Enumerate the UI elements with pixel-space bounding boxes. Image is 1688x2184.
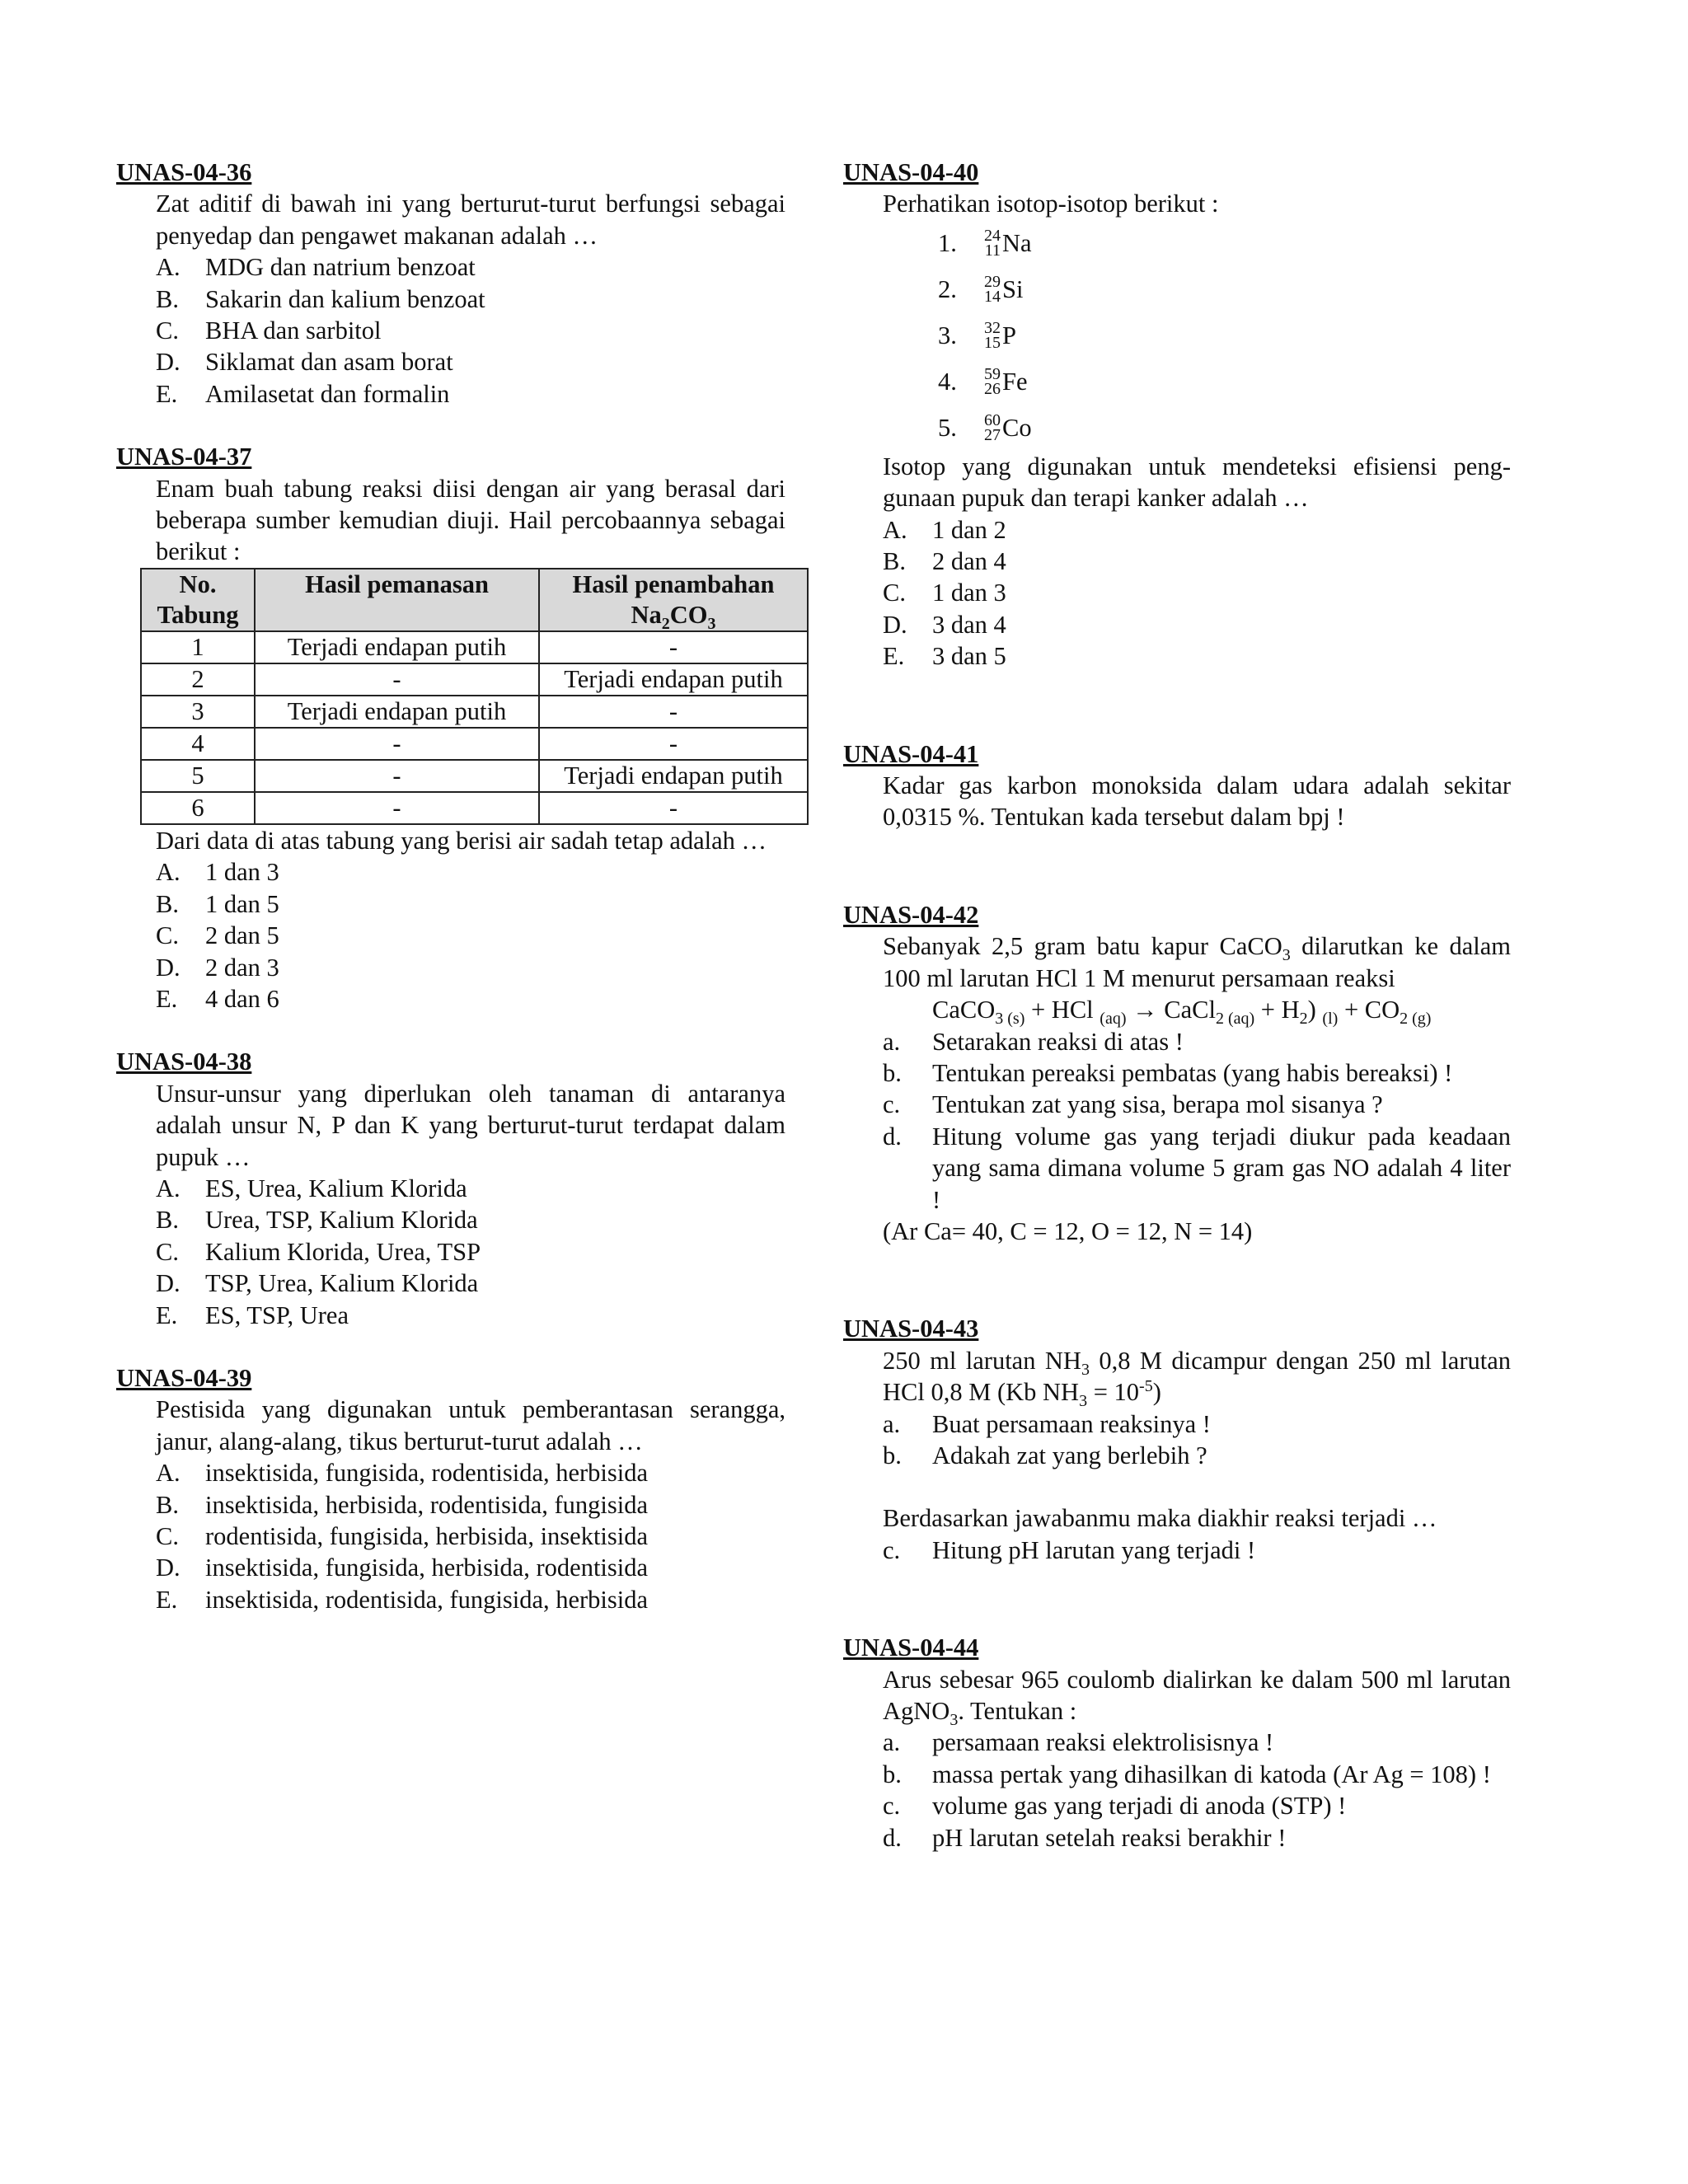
atomic-number: 26: [984, 379, 1001, 398]
option-text: ES, Urea, Kalium Klorida: [205, 1174, 467, 1202]
part-b: [843, 1057, 1511, 1089]
subscript: 3: [1079, 1392, 1088, 1411]
header-text: CO: [669, 600, 708, 629]
part-label: b.: [883, 1760, 902, 1788]
table-cell: -: [539, 728, 808, 760]
question-stem: Pestisida yang digunakan untuk pemberantasan serangga, janur, alang-alang, tikus berturut-turut adalah …: [156, 1395, 785, 1455]
stem-text: = 10: [1087, 1378, 1140, 1407]
part-label: b.: [883, 1441, 902, 1469]
question-id: UNAS-04-43: [843, 1315, 979, 1343]
option-d: [116, 952, 785, 983]
col-header-no: [141, 569, 255, 631]
option-b: [116, 1204, 785, 1235]
table-cell: 5: [141, 760, 255, 792]
question-id: UNAS-04-39: [116, 1363, 252, 1392]
table-cell: Terjadi endapan putih: [539, 760, 808, 792]
option-text: Sakarin dan kalium benzoat: [205, 284, 485, 313]
option-text: Amilasetat dan formalin: [205, 379, 450, 408]
stem-text: Arus sebesar 965 coulomb dialirkan ke dalam 500 ml larutan AgNO: [883, 1665, 1511, 1725]
part-b: [843, 1759, 1511, 1790]
element-symbol: P: [1002, 321, 1016, 349]
option-c: [843, 577, 1511, 608]
part-text: Setarakan reaksi di atas !: [932, 1027, 1184, 1056]
stem-text: 250 ml larutan NH: [883, 1346, 1081, 1375]
table-cell: Terjadi endapan putih: [539, 663, 808, 696]
atomic-number: 11: [984, 241, 1001, 260]
question-id: UNAS-04-36: [116, 158, 252, 186]
option-text: 3 dan 5: [932, 642, 1006, 671]
table-cell: -: [255, 792, 539, 824]
subscript: 2 (aq): [1215, 1010, 1255, 1029]
atomic-number: 27: [984, 425, 1001, 444]
part-text: volume gas yang terjadi di anoda (STP) !: [932, 1792, 1347, 1821]
superscript: -5: [1139, 1377, 1153, 1395]
option-label: A.: [156, 1174, 181, 1202]
table-row: [141, 696, 808, 728]
equation-text: → CaCl: [1126, 996, 1216, 1024]
part-c: [843, 1535, 1511, 1566]
option-text: insektisida, rodentisida, fungisida, herbisida: [205, 1585, 649, 1614]
option-text: Kalium Klorida, Urea, TSP: [205, 1237, 481, 1266]
option-label: C.: [156, 1237, 179, 1266]
table-cell: -: [255, 760, 539, 792]
question-39: [116, 1362, 785, 1615]
table-cell: Terjadi endapan putih: [255, 696, 539, 728]
part-text: Hitung pH larutan yang terjadi !: [932, 1535, 1256, 1564]
option-c: [116, 1521, 785, 1552]
question-followup: Berdasarkan jawabanmu maka diakhir reaksi terjadi …: [883, 1504, 1437, 1533]
question-stem: [843, 930, 1511, 994]
subscript: 3 (s): [995, 1010, 1025, 1029]
part-a: [843, 1727, 1511, 1758]
option-text: rodentisida, fungisida, herbisida, insektisida: [205, 1522, 649, 1550]
option-text: TSP, Urea, Kalium Klorida: [205, 1269, 479, 1298]
col-header-addition: [539, 569, 808, 631]
subscript: 3: [1282, 946, 1291, 965]
results-table: [140, 568, 809, 825]
option-label: B.: [156, 284, 179, 313]
question-id: UNAS-04-38: [116, 1047, 252, 1076]
option-text: Siklamat dan asam borat: [205, 348, 453, 377]
header-text: No.: [179, 569, 217, 598]
option-label: D.: [156, 953, 181, 982]
isotope-number: 5.: [938, 413, 957, 442]
option-text: 3 dan 4: [932, 610, 1006, 639]
equation-text: ): [1307, 996, 1323, 1024]
left-column: [116, 157, 785, 1615]
option-b: [116, 1489, 785, 1521]
part-d: [843, 1121, 1511, 1216]
mass-number: 24: [984, 226, 1001, 245]
option-label: B.: [156, 1206, 179, 1235]
option-text: 1 dan 5: [205, 889, 279, 918]
question-44: [843, 1632, 1511, 1854]
subscript: 2: [1299, 1010, 1308, 1029]
mass-number: 32: [984, 318, 1001, 337]
option-text: 4 dan 6: [205, 984, 279, 1013]
header-text: Tabung: [157, 600, 239, 629]
table-row: [141, 792, 808, 824]
table-cell: 2: [141, 663, 255, 696]
part-text: persamaan reaksi elektrolisisnya !: [932, 1728, 1274, 1757]
option-text: 2 dan 3: [205, 953, 279, 982]
isotope-item: [843, 220, 1511, 266]
option-text: 1 dan 2: [932, 515, 1006, 544]
question-40: [843, 157, 1511, 673]
question-stem: [843, 1664, 1511, 1730]
option-text: insektisida, fungisida, rodentisida, herbisida: [205, 1459, 649, 1488]
option-c: [116, 920, 785, 951]
option-text: insektisida, fungisida, herbisida, rodentisida: [205, 1554, 649, 1582]
option-label: E.: [883, 642, 905, 671]
option-d: [116, 1552, 785, 1583]
atomic-mass-note: (Ar Ca= 40, C = 12, O = 12, N = 14): [883, 1216, 1253, 1245]
option-text: ES, TSP, Urea: [205, 1301, 349, 1329]
table-cell: 6: [141, 792, 255, 824]
option-text: insektisida, herbisida, rodentisida, fungisida: [205, 1490, 649, 1519]
option-label: B.: [156, 889, 179, 918]
option-label: E.: [156, 1585, 178, 1614]
option-label: D.: [883, 610, 907, 639]
part-text: massa pertak yang dihasilkan di katoda (Ar Ag = 108) !: [932, 1760, 1491, 1788]
table-cell: 4: [141, 728, 255, 760]
table-row: [141, 663, 808, 696]
option-a: [116, 856, 785, 888]
question-stem: Zat aditif di bawah ini yang berturut-turut berfungsi sebagai penyedap dan pengawet makanan adalah …: [156, 190, 785, 250]
part-label: c.: [883, 1090, 901, 1119]
option-d: [116, 1268, 785, 1299]
subscript: 3: [950, 1711, 959, 1730]
equation-text: + CO: [1338, 996, 1400, 1024]
header-text: Hasil penambahan: [572, 569, 775, 598]
isotope-item: [843, 312, 1511, 359]
isotope-item: [843, 359, 1511, 405]
subscript: 3: [707, 614, 716, 633]
question-37: [116, 441, 785, 1015]
part-text: pH larutan setelah reaksi berakhir !: [932, 1823, 1287, 1852]
question-stem: Enam buah tabung reaksi diisi dengan air yang berasal dari beberapa sumber kemudian diuji. Hail percobaannya sebagai berikut :: [156, 474, 785, 566]
question-stem: Perhatikan isotop-isotop berikut :: [883, 190, 1219, 218]
option-text: 1 dan 3: [205, 858, 279, 887]
table-cell: -: [255, 728, 539, 760]
isotope-item: [843, 266, 1511, 312]
option-c: [116, 315, 785, 346]
part-c: [843, 1089, 1511, 1120]
equation-text: + HCl: [1025, 996, 1100, 1024]
question-id: UNAS-04-42: [843, 900, 979, 929]
option-a: [843, 514, 1511, 546]
option-label: D.: [156, 348, 181, 377]
option-text: 1 dan 3: [932, 579, 1006, 607]
question-followup: Dari data di atas tabung yang berisi air sadah tetap adalah …: [156, 826, 767, 855]
option-e: [116, 1584, 785, 1615]
option-label: A.: [883, 515, 907, 544]
option-a: [116, 1173, 785, 1204]
isotope-number: 4.: [938, 367, 957, 396]
part-c: [843, 1790, 1511, 1821]
table-cell: 3: [141, 696, 255, 728]
part-label: b.: [883, 1058, 902, 1087]
part-text: Adakah zat yang berlebih ?: [932, 1441, 1207, 1469]
nuclide: [984, 366, 1028, 397]
nuclide: [984, 274, 1023, 305]
subscript: 2 (g): [1400, 1010, 1432, 1029]
question-stem: Unsur-unsur yang diperlukan oleh tanaman di antaranya adalah unsur N, P dan K yang berturut-turut terdapat dalam pupuk …: [156, 1079, 785, 1171]
option-a: [116, 251, 785, 283]
stem-text: . Tentukan :: [958, 1697, 1077, 1725]
part-text: Tentukan pereaksi pembatas (yang habis bereaksi) !: [932, 1058, 1453, 1087]
mass-number: 60: [984, 410, 1001, 429]
option-b: [116, 284, 785, 315]
mass-number: 59: [984, 364, 1001, 383]
question-36: [116, 157, 785, 410]
question-id: UNAS-04-40: [843, 158, 979, 186]
option-d: [116, 346, 785, 377]
part-label: a.: [883, 1409, 901, 1438]
question-43: [843, 1313, 1511, 1566]
table-cell: -: [255, 663, 539, 696]
table-cell: -: [539, 792, 808, 824]
subscript: (aq): [1100, 1010, 1127, 1029]
table-header-row: [141, 569, 808, 631]
option-b: [116, 888, 785, 920]
atomic-number: 14: [984, 287, 1001, 306]
part-d: [843, 1822, 1511, 1854]
option-e: [116, 1300, 785, 1331]
option-label: B.: [156, 1490, 179, 1519]
element-symbol: Co: [1002, 413, 1032, 442]
isotope-number: 2.: [938, 274, 957, 303]
right-column: [843, 157, 1511, 1854]
option-label: A.: [156, 1459, 181, 1488]
question-41: [843, 738, 1511, 833]
subscript: 2: [661, 614, 670, 633]
option-label: E.: [156, 1301, 178, 1329]
part-label: c.: [883, 1792, 901, 1821]
question-id: UNAS-04-41: [843, 739, 979, 768]
option-text: 2 dan 4: [932, 547, 1006, 576]
reaction-equation: [843, 994, 1511, 1029]
table-row: [141, 728, 808, 760]
option-label: A.: [156, 858, 181, 887]
equation-text: + H: [1254, 996, 1300, 1024]
part-a: [843, 1408, 1511, 1440]
table-row: [141, 760, 808, 792]
option-label: E.: [156, 984, 178, 1013]
table-cell: Terjadi endapan putih: [255, 631, 539, 663]
table-cell: -: [539, 696, 808, 728]
question-38: [116, 1046, 785, 1331]
question-stem: [843, 1345, 1511, 1411]
option-a: [116, 1457, 785, 1488]
option-d: [843, 609, 1511, 640]
option-label: C.: [156, 316, 179, 345]
part-label: a.: [883, 1728, 901, 1757]
question-id: UNAS-04-37: [116, 443, 252, 471]
col-header-heating: Hasil pemanasan: [255, 569, 539, 631]
part-text: Hitung volume gas yang terjadi diukur pada keadaan yang sama dimana volume 5 gram gas NO adalah 4 liter !: [932, 1122, 1511, 1214]
part-a: [843, 1026, 1511, 1057]
option-label: C.: [156, 921, 179, 950]
stem-text: Sebanyak 2,5 gram batu kapur CaCO: [883, 932, 1282, 961]
question-stem: Kadar gas karbon monoksida dalam udara adalah sekitar 0,0315 %. Tentukan kada tersebut dalam bpj !: [883, 771, 1511, 832]
isotope-number: 3.: [938, 321, 957, 349]
subscript: 3: [1081, 1360, 1090, 1379]
option-label: D.: [156, 1269, 181, 1298]
option-label: E.: [156, 379, 178, 408]
option-label: D.: [156, 1554, 181, 1582]
option-label: C.: [156, 1522, 179, 1550]
table-row: [141, 631, 808, 663]
stem-text: dilarutkan ke dalam 100 ml larutan HCl 1 M menurut persamaan reaksi: [883, 932, 1511, 992]
part-label: c.: [883, 1535, 901, 1564]
option-c: [116, 1236, 785, 1268]
part-label: d.: [883, 1823, 902, 1852]
nuclide: [984, 227, 1032, 259]
element-symbol: Na: [1002, 228, 1032, 257]
option-e: [116, 378, 785, 410]
atomic-number: 15: [984, 333, 1001, 352]
table-cell: -: [539, 631, 808, 663]
part-text: Buat persamaan reaksinya !: [932, 1409, 1211, 1438]
option-e: [116, 983, 785, 1015]
subscript: (l): [1322, 1010, 1339, 1029]
part-label: a.: [883, 1027, 901, 1056]
question-id: UNAS-04-44: [843, 1633, 979, 1662]
part-label: d.: [883, 1122, 902, 1151]
header-text: Na: [631, 600, 662, 629]
question-42: [843, 899, 1511, 1247]
element-symbol: Si: [1002, 274, 1024, 303]
isotope-number: 1.: [938, 228, 957, 257]
option-e: [843, 640, 1511, 672]
option-text: 2 dan 5: [205, 921, 279, 950]
option-b: [843, 546, 1511, 577]
mass-number: 29: [984, 272, 1001, 291]
nuclide: [984, 412, 1032, 443]
option-label: A.: [156, 253, 181, 282]
element-symbol: Fe: [1002, 367, 1028, 396]
isotope-item: [843, 405, 1511, 451]
table-cell: 1: [141, 631, 255, 663]
part-text: Tentukan zat yang sisa, berapa mol sisanya ?: [932, 1090, 1383, 1119]
option-text: BHA dan sarbitol: [205, 316, 382, 345]
stem-text: ): [1152, 1378, 1161, 1407]
stem-text: 0,8 M dicampur dengan 250 ml larutan HCl 0,8 M (Kb NH: [883, 1346, 1511, 1407]
question-followup: Isotop yang digunakan untuk mendeteksi efisiensi peng-gunaan pupuk dan terapi kanker adalah …: [883, 452, 1511, 513]
option-text: Urea, TSP, Kalium Klorida: [205, 1206, 478, 1235]
option-label: C.: [883, 579, 906, 607]
option-label: B.: [883, 547, 906, 576]
option-text: MDG dan natrium benzoat: [205, 253, 476, 282]
nuclide: [984, 320, 1016, 351]
part-b: [843, 1440, 1511, 1471]
equation-text: CaCO: [932, 996, 996, 1024]
